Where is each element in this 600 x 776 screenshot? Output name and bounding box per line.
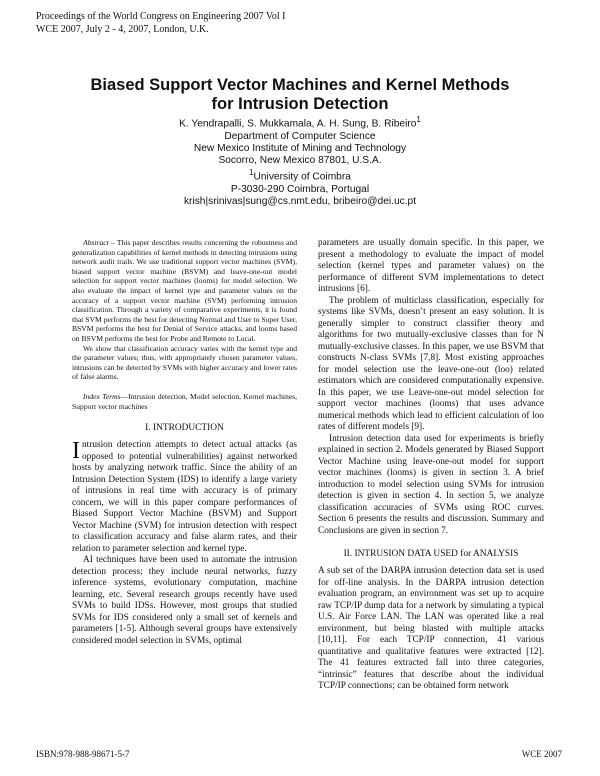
index-terms: Index Terms—Intrusion detection, Model selection, Kernel machines, Support vector machines [72,391,297,411]
abstract [72,238,297,411]
right-paragraph-4: A sub set of the DARPA intrusion detection data set is used for off-line analysis. In the DARPA intrusion detection evaluation program, an environment was set up to acquire raw TCP/IP dump data for a network by simulating a typical U.S. Air Force LAN. The LAN was operated like a real environment, but being blasted with multiple attacks [10,11]. For each TCP/IP connection, 41 various quantitative and qualitative features were extracted [12]. The 41 features extracted fall into three categories, “intrinsic” features that describe about the individual TCP/IP connections; can be obtained form network [318,566,544,691]
left-column [72,238,297,647]
title-line-1: Biased Support Vector Machines and Kernel Methods [90,76,510,94]
author-block [80,114,520,208]
footer-isbn: ISBN:978-988-98671-5-7 [36,749,130,759]
intro-paragraph-1: Intrusion detection attempts to detect actual attacks (as opposed to potential vulnerabilities) against networked hosts by analyzing network traffic. Since the ability of an Intrusion Detection System (IDS) to identify a large variety of intrusions in real time with accuracy is of primary concern, we will in this paper compare performances of Biased Support Vector Machine (BSVM) and Support Vector Machine (SVM) for intrusion detection with respect to classification accuracy and false alarm rates, and their relation to parameter selection and kernel type. [72,438,297,554]
running-header [36,10,285,36]
author-institute: New Mexico Institute of Mining and Technology [193,142,407,154]
author-emails: krish|srinivas|sung@cs.nmt.edu, bribeiro@dei.uc.pt [183,196,417,207]
header-proceedings: Proceedings of the World Congress on Engineering 2007 Vol I [36,11,286,22]
footer-conference: WCE 2007 [521,749,562,759]
section-heading-introduction: I. INTRODUCTION [145,423,224,434]
abstract-paragraph-2: We show that classification accuracy varies with the kernel type and the parameter values; thus, with appropriately chosen parameter values, intrusions can be detected by SVMs with higher accuracy and lower rates of false alarms. [72,343,297,382]
author-department: Department of Computer Science [224,130,376,142]
author-affiliation-2: $^1$University of Coimbra [249,168,351,183]
title-line-2: for Intrusion Detection [211,95,389,113]
section-heading-intrusion-data: II. INTRUSION DATA USED for ANALYSIS [343,549,519,559]
introduction-body [72,440,297,647]
abstract-paragraph: Abstract – This paper describes results concerning the robustness and generalization capabilities of kernel methods in detecting intrusions using network audit trails. We use traditional support vector machines (SVM), biased support vector machine (BSVM) and leave-one-out model selection for support vector machines (looms) for model selection. We also evaluate the impact of kernel type and parameter values on the accuracy of a support vector machine (SVM) performing intrusion classification. Through a variety of comparative experiments, it is found that SVM performs the best for detecting Normal and User to Super User, BSVM performs the best for Denial of Service attacks, and looms based on BSVM performs the best for Probe and Remote to Local. [72,238,297,343]
author-names: K. Yendrapalli, S. Mukkamala, A. H. Sung, B. Ribeiro$^1$ [179,115,421,130]
author-affiliation-2-city: P-3030-290 Coimbra, Portugal [230,183,370,195]
drop-cap: I [72,438,80,465]
right-paragraph-1: parameters are usually domain specific. In this paper, we present a methodology to evaluate the impact of model selection (kernel types and parameter values) on the performance of different SVM implementations to detect intrusions [6]. [318,238,544,294]
right-paragraph-3: Intrusion detection data used for experiments is briefly explained in section 2. Models generated by Biased Support Vector Machine using leave-one-out model for support vector machines (looms) is given in section 3. A brief introduction to model selection using SVMs for intrusion detection is given in section 4. In section 5, we analyze classification accuracies of SVMs using ROC curves. Section 6 presents the results and discussion. Summary and Conclusions are given in section 7. [318,433,544,536]
author-city: Socorro, New Mexico 87801, U.S.A. [218,155,382,166]
header-conference: WCE 2007, July 2 - 4, 2007, London, U.K. [36,24,209,35]
intro-paragraph-2: AI techniques have been used to automate the intrusion detection process; they include neural networks, fuzzy inference systems, evolutionary computation, machine learning, etc. Several research groups recently have used SVMs to build IDSs. However, most groups that studied SVMs for IDS considered only a small set of kernels and parameters [1-5]. Although several groups have extensively considered model selection in SVMs, optimal [72,555,297,646]
right-paragraph-2: The problem of multiclass classification, especially for systems like SVMs, doesn’t present an easy solution. It is generally simpler to construct classifier theory and algorithms for two mutually-exclusive classes than for N mutually-exclusive classes. In this paper, we use BSVM that constructs N-class SVMs [7,8]. Most existing approaches for model selection use the leave-one-out (loo) related estimators which are considered computationally expensive. In this paper, we use Leave-one-out model selection for support vector machines (looms) that uses advance numerical methods which lead to efficient calculation of loo rates of different models [9]. [318,295,544,432]
paper-title [60,76,540,114]
right-column [318,238,544,693]
